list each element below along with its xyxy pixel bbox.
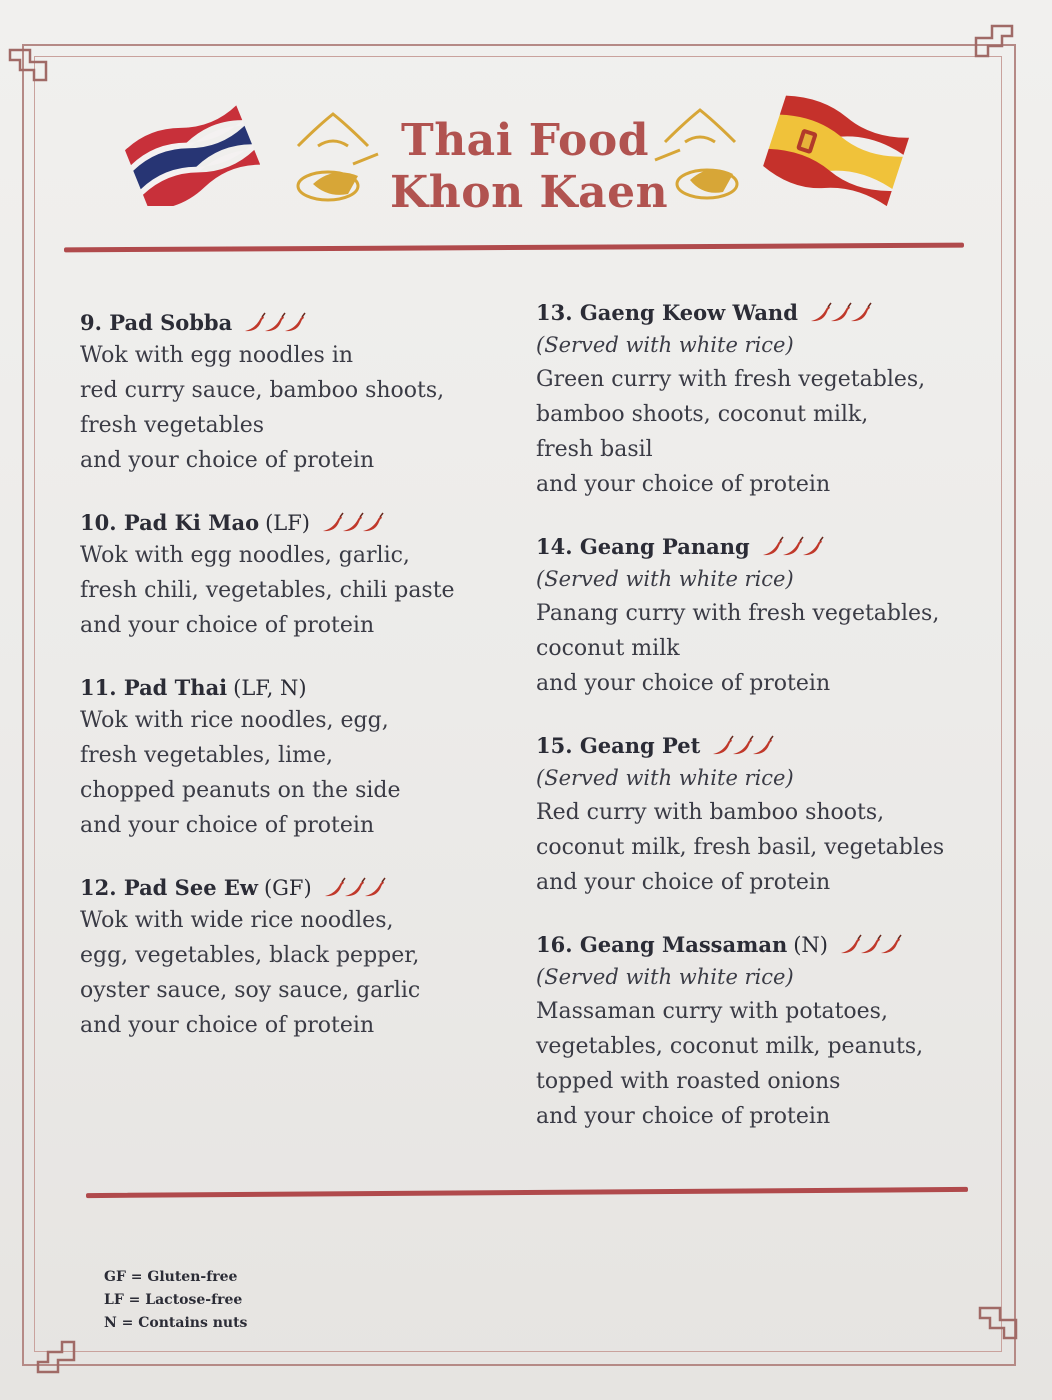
- menu-item: [80, 508, 500, 643]
- menu-item-description: [536, 362, 976, 502]
- menu-item-title: 9. Pad Sobba: [80, 310, 233, 335]
- menu-item-description-line: oyster sauce, soy sauce, garlic: [80, 978, 421, 1003]
- menu-item-description-line: Panang curry with fresh vegetables,: [536, 601, 940, 626]
- chili-pepper-icon: [750, 735, 774, 757]
- legend-item: GF = Gluten-free: [104, 1269, 238, 1285]
- right-menu-column: [536, 298, 976, 1164]
- menu-item-served-note: (Served with white rice): [536, 965, 794, 989]
- menu-item-title: 13. Gaeng Keow Wand: [536, 300, 798, 325]
- menu-item-description-line: Red curry with bamboo shoots,: [536, 800, 885, 825]
- left-menu-column: [80, 308, 500, 1073]
- thai-lamp-ornament-icon: [288, 106, 388, 210]
- menu-item: [80, 308, 500, 478]
- corner-ornament-icon: [34, 1330, 80, 1376]
- menu-item: [536, 731, 976, 900]
- menu-header: [0, 80, 1052, 230]
- spicy-level: [710, 735, 770, 757]
- menu-item-description-line: and your choice of protein: [80, 813, 375, 838]
- menu-item-header: [536, 731, 976, 761]
- thailand-flag-icon: [120, 96, 260, 210]
- menu-item-header: [536, 298, 976, 328]
- menu-item-description-line: fresh vegetables: [80, 413, 265, 438]
- menu-item-tags: (LF): [265, 511, 310, 535]
- spicy-level: [760, 536, 820, 558]
- menu-item-description-line: Green curry with fresh vegetables,: [536, 367, 926, 392]
- menu-item-description: [536, 795, 976, 900]
- restaurant-title: [390, 115, 669, 219]
- menu-item-description-line: vegetables, coconut milk, peanuts,: [536, 1034, 924, 1059]
- menu-item-header: [80, 673, 500, 703]
- menu-item-description: [536, 994, 976, 1134]
- menu-item-description-line: topped with roasted onions: [536, 1069, 841, 1094]
- menu-item-description-line: coconut milk: [536, 636, 680, 661]
- menu-item: [536, 298, 976, 502]
- menu-item-served-note: (Served with white rice): [536, 766, 794, 790]
- menu-item-description-line: coconut milk, fresh basil, vegetables: [536, 835, 945, 860]
- thai-lamp-ornament-icon: [645, 102, 745, 206]
- menu-item-description-line: egg, vegetables, black pepper,: [80, 943, 420, 968]
- menu-item-description: [536, 596, 976, 701]
- menu-item-title: 10. Pad Ki Mao: [80, 510, 260, 535]
- menu-item-description-line: and your choice of protein: [536, 472, 831, 497]
- menu-item-title: 14. Geang Panang: [536, 534, 750, 559]
- menu-item-description-line: Wok with egg noodles, garlic,: [80, 543, 410, 568]
- menu-item-description-line: red curry sauce, bamboo shoots,: [80, 378, 445, 403]
- spain-flag-icon: [762, 84, 912, 218]
- menu-item-header: [80, 308, 500, 338]
- menu-item-tags: (N): [793, 933, 828, 957]
- corner-ornament-icon: [976, 1304, 1022, 1350]
- menu-item-description-line: bamboo shoots, coconut milk,: [536, 402, 869, 427]
- spicy-level: [322, 877, 382, 899]
- menu-item-description-line: fresh chili, vegetables, chili paste: [80, 578, 455, 603]
- menu-item-tags: (GF): [263, 876, 312, 900]
- corner-ornament-icon: [970, 22, 1016, 68]
- chili-pepper-icon: [878, 934, 902, 956]
- menu-item: [80, 873, 500, 1043]
- menu-item-description-line: and your choice of protein: [536, 870, 831, 895]
- menu-item-description-line: and your choice of protein: [80, 448, 375, 473]
- chili-pepper-icon: [282, 312, 306, 334]
- spicy-level: [320, 512, 380, 534]
- menu-item-description: [80, 703, 500, 843]
- title-line-1: Thai Food: [400, 115, 650, 166]
- spicy-level: [838, 934, 898, 956]
- legend-item: LF = Lactose-free: [104, 1292, 243, 1308]
- legend-item: N = Contains nuts: [104, 1315, 248, 1331]
- menu-item-description-line: and your choice of protein: [80, 1013, 375, 1038]
- menu-item-description-line: and your choice of protein: [536, 1104, 831, 1129]
- menu-item-header: [80, 508, 500, 538]
- menu-item-description-line: chopped peanuts on the side: [80, 778, 401, 803]
- menu-item-title: 12. Pad See Ew: [80, 875, 258, 900]
- menu-item-header: [536, 930, 976, 960]
- menu-item-served-note: (Served with white rice): [536, 333, 794, 357]
- menu-item-description-line: Wok with rice noodles, egg,: [80, 708, 389, 733]
- menu-item-description-line: Massaman curry with potatoes,: [536, 999, 888, 1024]
- menu-item-header: [80, 873, 500, 903]
- menu-item-description-line: and your choice of protein: [80, 613, 375, 638]
- menu-item: [80, 673, 500, 843]
- menu-item: [536, 930, 976, 1134]
- menu-item-description-line: Wok with egg noodles in: [80, 343, 354, 368]
- menu-item: [536, 532, 976, 701]
- menu-item-description-line: Wok with wide rice noodles,: [80, 908, 394, 933]
- spicy-level: [808, 302, 868, 324]
- chili-pepper-icon: [848, 302, 872, 324]
- menu-item-title: 16. Geang Massaman: [536, 932, 788, 957]
- menu-item-description-line: fresh vegetables, lime,: [80, 743, 333, 768]
- spicy-level: [242, 312, 302, 334]
- title-line-2: Khon Kaen: [390, 167, 669, 218]
- menu-item-description-line: fresh basil: [536, 437, 653, 462]
- menu-item-description: [80, 903, 500, 1043]
- chili-pepper-icon: [800, 536, 824, 558]
- menu-item-tags: (LF, N): [233, 676, 307, 700]
- dietary-legend: [104, 1266, 247, 1335]
- menu-item-description: [80, 338, 500, 478]
- menu-item-header: [536, 532, 976, 562]
- chili-pepper-icon: [360, 512, 384, 534]
- menu-item-description: [80, 538, 500, 643]
- menu-item-description-line: and your choice of protein: [536, 671, 831, 696]
- menu-item-served-note: (Served with white rice): [536, 567, 794, 591]
- menu-item-title: 11. Pad Thai: [80, 675, 228, 700]
- menu-item-title: 15. Geang Pet: [536, 733, 701, 758]
- chili-pepper-icon: [362, 877, 386, 899]
